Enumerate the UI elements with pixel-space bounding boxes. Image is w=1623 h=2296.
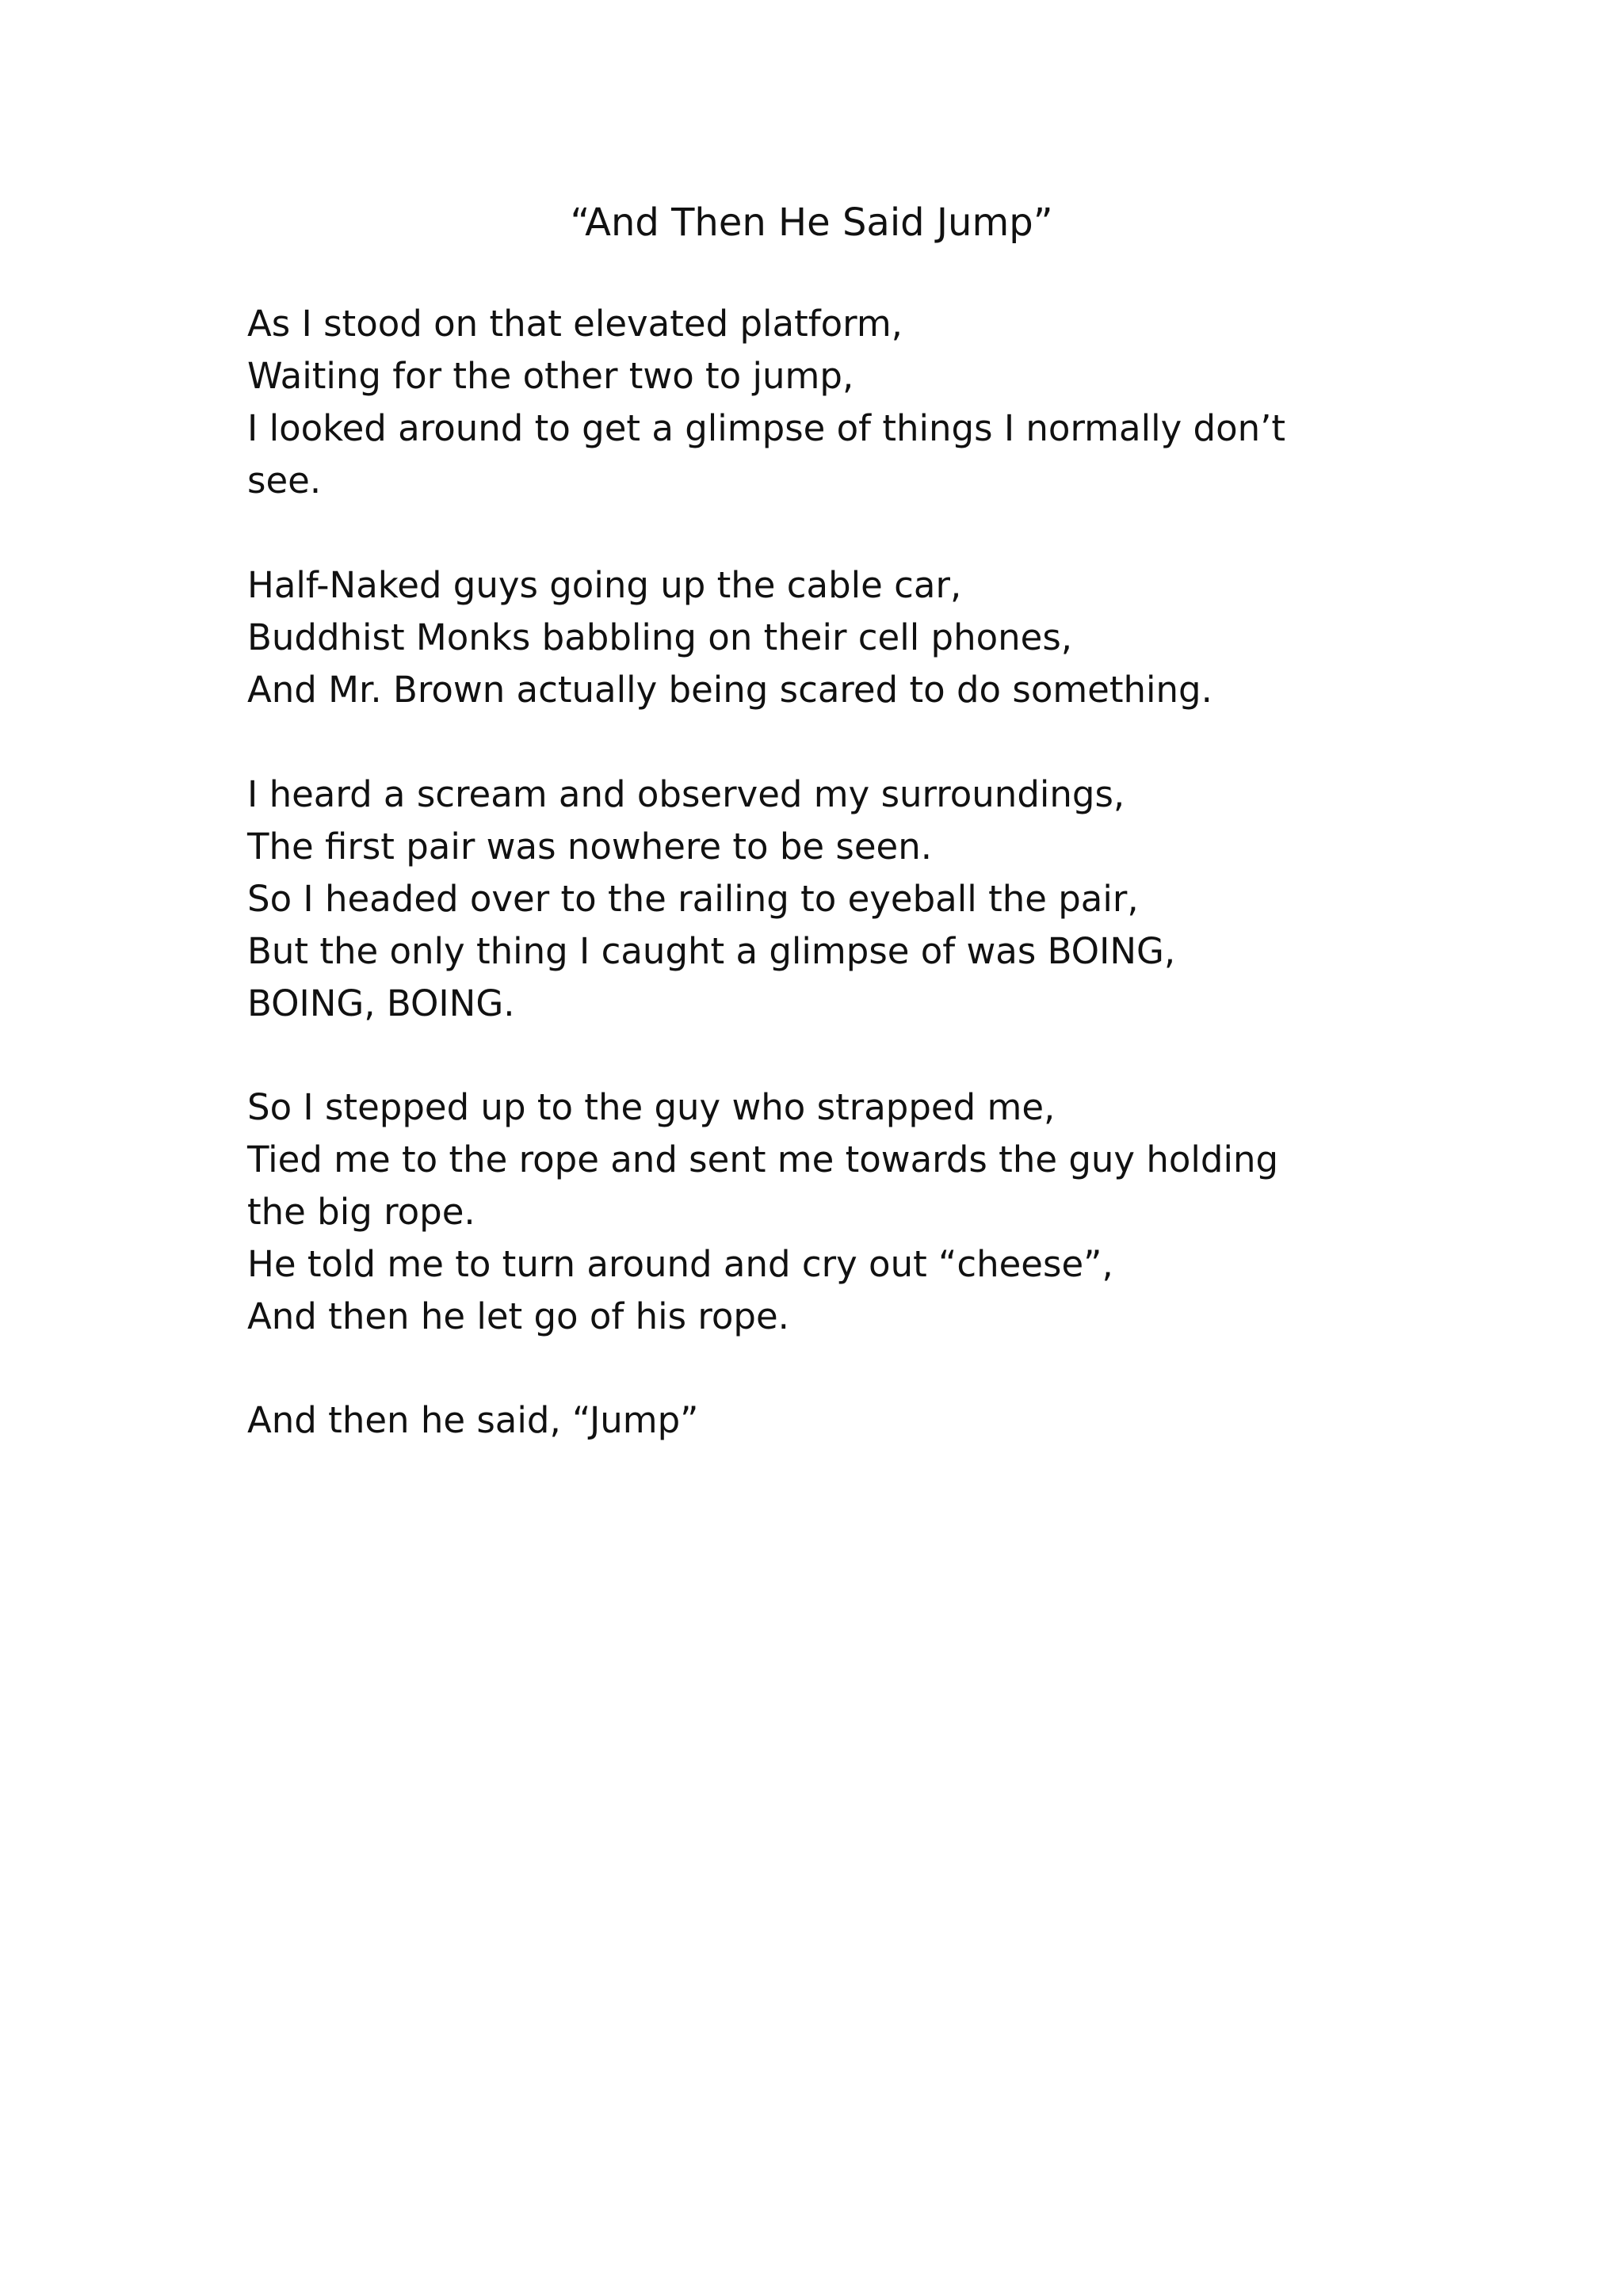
poem-line: BOING, BOING. (247, 982, 515, 1024)
poem-line: Buddhist Monks babbling on their cell phones, (247, 616, 1073, 658)
poem-line: see. (247, 460, 322, 502)
poem-line: Half-Naked guys going up the cable car, (247, 564, 962, 606)
poem-line: And Mr. Brown actually being scared to do something. (247, 669, 1212, 711)
poem-line: As I stood on that elevated platform, (247, 303, 903, 345)
stanza-4 (247, 1081, 1404, 1343)
poem-line: And then he said, “Jump” (247, 1399, 699, 1441)
poem-line: He told me to turn around and cry out “cheese”, (247, 1243, 1113, 1285)
poem-line: the big rope. (247, 1191, 475, 1233)
poem-line: And then he let go of his rope. (247, 1295, 789, 1337)
poem-line: Waiting for the other two to jump, (247, 355, 854, 397)
poem-line: The first pair was nowhere to be seen. (247, 826, 933, 868)
poem-line: So I headed over to the railing to eyeball the pair, (247, 878, 1139, 920)
poem-line: But the only thing I caught a glimpse of was BOING, (247, 930, 1176, 972)
poem-line: Tied me to the rope and sent me towards the guy holding (247, 1138, 1279, 1180)
stanza-3 (247, 769, 1404, 1030)
poem-title: “And Then He Said Jump” (570, 200, 1053, 245)
poem-line: I looked around to get a glimpse of things I normally don’t (247, 407, 1286, 449)
stanza-5 (247, 1394, 1404, 1447)
poem-line: I heard a scream and observed my surroundings, (247, 773, 1125, 815)
poem-line: So I stepped up to the guy who strapped me, (247, 1086, 1056, 1128)
stanza-1 (247, 298, 1404, 507)
stanza-2 (247, 559, 1404, 716)
